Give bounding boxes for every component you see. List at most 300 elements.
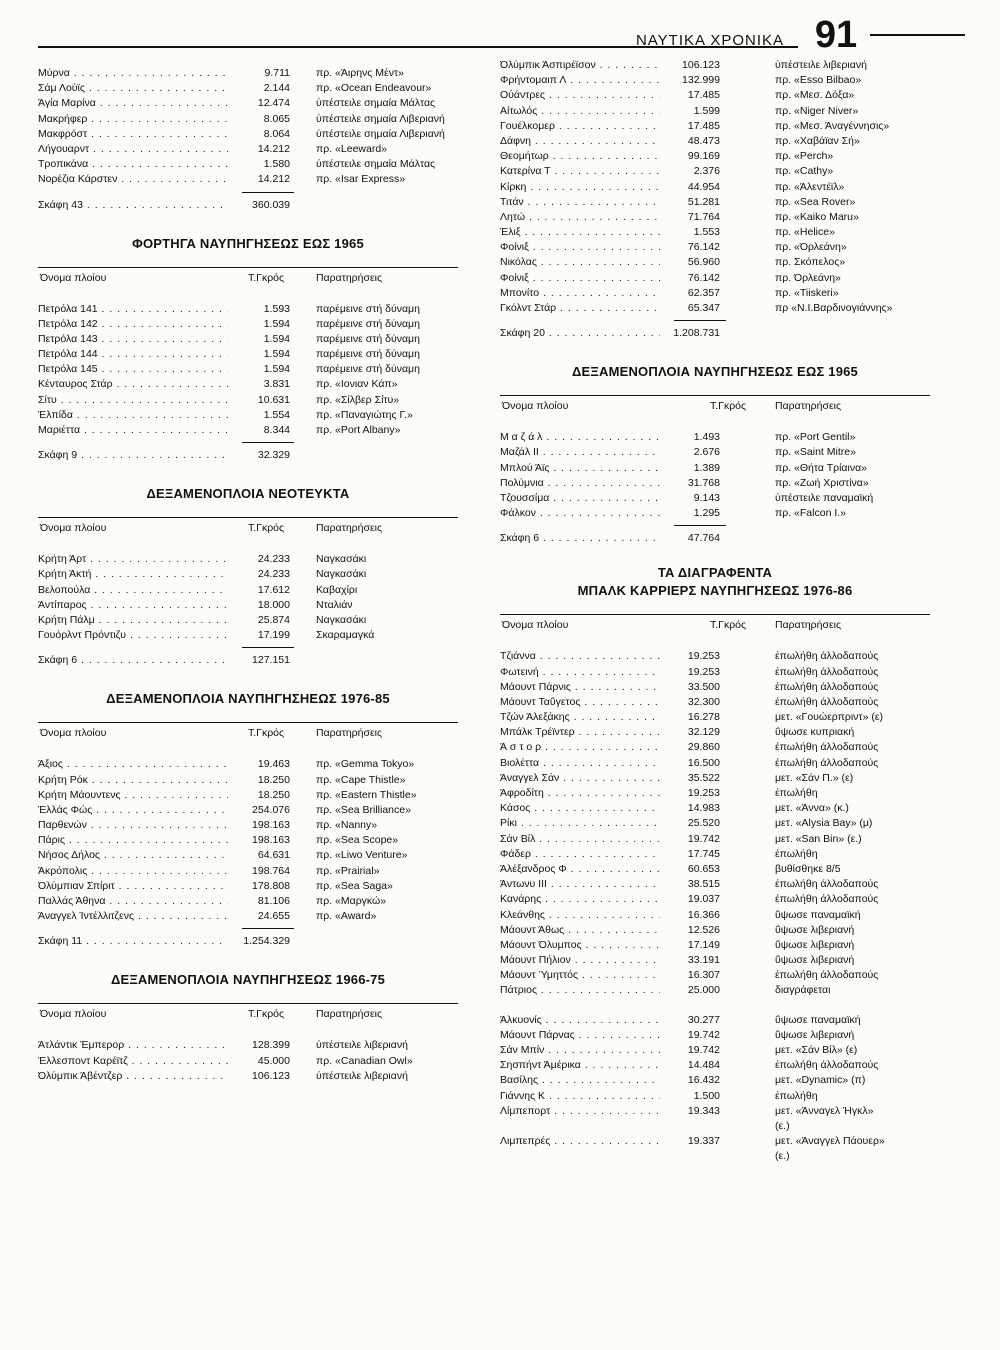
remarks: πρ. «Canadian Owl» — [316, 1054, 413, 1067]
remarks: ύπέστειλε σημαία Μάλτας — [316, 158, 436, 171]
total-tons: 360.039 — [252, 198, 290, 211]
table-row — [500, 680, 930, 695]
ship-name: Πετρόλα 145 . . . — [38, 362, 228, 377]
table-row — [500, 271, 930, 286]
section-title: ΔΕΞΑΜΕΝΟΠΛΟΙΑ ΝΑΥΠΗΓΗΣΕΩΣ 1966-75 — [110, 972, 386, 988]
gross-tonnage: 99.169 — [687, 150, 720, 163]
remarks: Ναγκασάκι — [316, 613, 367, 626]
table-row — [38, 552, 458, 567]
remarks: παρέμεινε στή δύναμη — [316, 363, 420, 376]
table-row — [500, 832, 930, 847]
total-rule — [242, 928, 294, 929]
remarks: Ναγκασάκι — [316, 553, 367, 566]
gross-tonnage: 18.250 — [257, 773, 290, 786]
remarks: έπωλήθη — [775, 1089, 818, 1102]
remarks: πρ. «Port Albany» — [316, 424, 401, 436]
total-tons: 32.329 — [257, 449, 290, 462]
table-row — [38, 127, 458, 142]
ship-name: Κρήτη Μάουντενς . . . — [38, 788, 228, 803]
remarks: ΰψωσε λιβεριανή — [775, 938, 855, 951]
gross-tonnage: 1.493 — [693, 431, 720, 444]
gross-tonnage: 29.860 — [687, 741, 720, 754]
gross-tonnage: 60.653 — [687, 862, 720, 875]
ship-name: Μπλού Άϊς . . . — [500, 461, 660, 476]
remarks: έπωλήθη άλλοδαπούς — [775, 665, 879, 678]
gross-tonnage: 16.500 — [687, 756, 720, 769]
gross-tonnage: 1.553 — [693, 226, 720, 239]
gross-tonnage: 9.143 — [693, 491, 720, 504]
ship-name: Φρήντομαιπ Λ . . . — [500, 73, 660, 88]
table-row — [500, 771, 930, 786]
gross-tonnage: 19.742 — [687, 1044, 720, 1056]
remarks: έπωλήθη άλλοδαπούς — [775, 680, 879, 693]
table-row — [500, 286, 930, 301]
section-rows — [38, 302, 458, 439]
remarks: έπωλήθη — [775, 787, 818, 799]
gross-tonnage: 44.954 — [687, 180, 720, 193]
remarks: Ναγκασάκι — [316, 568, 367, 581]
ship-name: Μ α ζ ά λ . . . — [500, 430, 660, 445]
ship-name: Παρθενών . . . — [38, 818, 228, 833]
col-gross-header: Τ.Γκρός — [710, 619, 747, 632]
ship-name: Μάουντ Άθως . . . — [500, 923, 660, 938]
remarks: (ε.) — [775, 1119, 790, 1132]
remarks: πρ. Όρλεάνη» — [775, 271, 841, 284]
gross-tonnage: 106.123 — [252, 1069, 290, 1082]
col-name-header: Όνομα πλοίου — [502, 619, 569, 632]
table-row — [500, 1028, 930, 1043]
ship-name: Δάφνη . . . — [500, 134, 660, 149]
gross-tonnage: 1.593 — [263, 302, 290, 315]
ship-name: Άφροδίτη . . . — [500, 786, 660, 801]
remarks: έπωλήθη άλλοδαπούς — [775, 878, 879, 891]
ship-name: Τζουσσίμα . . . — [500, 491, 660, 506]
ship-name: Μπάλκ Τρέϊντερ . . . — [500, 725, 660, 740]
table-row — [38, 332, 458, 347]
gross-tonnage: 128.399 — [252, 1039, 290, 1052]
gross-tonnage: 2.376 — [693, 165, 720, 178]
gross-tonnage: 19.253 — [687, 787, 720, 799]
gross-tonnage: 81.106 — [257, 895, 290, 907]
section-rows — [500, 649, 930, 998]
ship-name: Μαριέττα . . . — [38, 423, 228, 438]
table-row — [500, 1058, 930, 1073]
table-row — [500, 877, 930, 892]
table-row — [38, 96, 458, 111]
table-row — [500, 665, 930, 680]
table-row — [38, 833, 458, 848]
table-row — [500, 180, 930, 195]
ship-name: Φοίνιξ . . . — [500, 240, 660, 255]
remarks: πρ. «Θήτα Τρίαινα» — [775, 461, 867, 474]
remarks: πρ. «Eastern Thistle» — [316, 788, 417, 801]
gross-tonnage: 19.337 — [687, 1135, 720, 1148]
gross-tonnage: 1.594 — [263, 332, 290, 345]
table-row — [500, 892, 930, 907]
table-row — [38, 757, 458, 772]
remarks: παρέμεινε στή δύναμη — [316, 332, 420, 345]
table-row — [38, 377, 458, 392]
remarks: μετ. «Dynamic» (π) — [775, 1074, 866, 1087]
remarks: ΰψωσε κυπριακή — [775, 726, 855, 739]
total-tons: 1.254.329 — [243, 935, 290, 948]
total-label: Σκάφη 6 . . . — [500, 530, 660, 546]
table-row — [500, 476, 930, 491]
col-gross-header: Τ.Γκρός — [248, 271, 285, 284]
table-row — [38, 347, 458, 362]
table-row — [38, 157, 458, 172]
gross-tonnage: 31.768 — [687, 476, 720, 489]
ship-name: Κίρκη . . . — [500, 180, 660, 195]
remarks: έπωλήθη άλλοδαπούς — [775, 1059, 879, 1072]
total-row — [500, 325, 930, 341]
table-row — [500, 649, 930, 664]
section-rows — [38, 1038, 458, 1084]
total-rule — [242, 192, 294, 193]
remarks: πρ. «Isar Express» — [316, 173, 406, 186]
table-row — [500, 740, 930, 755]
gross-tonnage: 17.745 — [687, 847, 720, 860]
ship-name: Τζιάννα . . . — [500, 649, 660, 664]
total-rule — [674, 525, 726, 526]
total-row — [38, 933, 458, 949]
remarks: πρ. «Cathy» — [775, 165, 834, 178]
gross-tonnage: 1.554 — [263, 408, 290, 421]
table-row — [500, 301, 930, 316]
table-row — [38, 864, 458, 879]
ship-name: Μύρνα . . . — [38, 66, 228, 81]
ship-name: Έλλεσποντ Καρέϊτζ . . . — [38, 1054, 228, 1069]
gross-tonnage: 19.253 — [687, 650, 720, 663]
ship-name: Νήσος Δήλος . . . — [38, 848, 228, 863]
ship-name: Πετρόλα 142 . . . — [38, 317, 228, 332]
table-row — [500, 58, 930, 73]
gross-tonnage: 19.253 — [687, 665, 720, 678]
ship-name: Νορέζια Κάρστεν . . . — [38, 172, 228, 187]
col-gross-header: Τ.Γκρός — [248, 1008, 285, 1021]
section-title: ΦΟΡΤΗΓΑ ΝΑΥΠΗΓΗΣΕΩΣ ΕΩΣ 1965 — [132, 235, 364, 251]
ship-name: Άλέξανδρος Φ . . . — [500, 862, 660, 877]
ship-name: Μακρήφερ . . . — [38, 112, 228, 127]
gross-tonnage: 19.343 — [687, 1104, 720, 1117]
table-row — [38, 909, 458, 924]
gross-tonnage: 10.631 — [257, 393, 290, 406]
gross-tonnage: 254.076 — [252, 803, 290, 816]
remarks: πρ. Σκόπελος» — [775, 256, 846, 269]
remarks: ΰψωσε λιβεριανή — [775, 954, 855, 967]
table-row — [38, 302, 458, 317]
table-row — [38, 788, 458, 803]
table-row — [500, 1119, 930, 1134]
total-tons: 47.764 — [687, 532, 720, 545]
total-label: Σκάφη 11 . . . — [38, 933, 228, 949]
gross-tonnage: 19.463 — [257, 758, 290, 771]
ship-name: Λίμπεπορτ . . . — [500, 1104, 660, 1119]
ship-name: Άτλάντικ Έμπερορ . . . — [38, 1038, 228, 1053]
ship-name: Τιτάν . . . — [500, 195, 660, 210]
table-row — [500, 88, 930, 103]
gross-tonnage: 56.960 — [687, 256, 720, 269]
remarks: ύπέστειλε λιβεριανή — [316, 1069, 408, 1082]
table-row — [500, 1149, 930, 1164]
table-row — [500, 1104, 930, 1119]
magazine-title: ΝΑΥΤΙΚΑ ΧΡΟΝΙΚΑ — [635, 32, 785, 49]
remarks: πρ. «Όρλεάνη» — [775, 241, 847, 254]
gross-tonnage: 14.212 — [257, 142, 290, 155]
gross-tonnage: 25.874 — [257, 613, 290, 626]
section-rows — [500, 430, 930, 521]
gross-tonnage: 106.123 — [682, 59, 720, 71]
remarks: πρ. «Άιρηνς Μέντ» — [316, 67, 404, 79]
gross-tonnage: 1.389 — [693, 461, 720, 474]
ship-name: Κλεάνθης . . . — [500, 908, 660, 923]
remarks: έπωλήθη άλλοδαπούς — [775, 741, 879, 754]
ship-name: Παλλάς Άθηνα . . . — [38, 894, 228, 909]
table-row — [500, 756, 930, 771]
remarks: ύπέστειλε σημαία Λιβεριανή — [316, 112, 445, 125]
remarks: ΰψωσε παναμαϊκή — [775, 908, 861, 921]
gross-tonnage: 8.065 — [263, 112, 290, 125]
table-row — [38, 598, 458, 613]
gross-tonnage: 65.347 — [687, 302, 720, 314]
left-column — [38, 66, 458, 1084]
section-title: ΔΕΞΑΜΕΝΟΠΛΟΙΑ ΝΕΟΤΕΥΚΤΑ — [146, 486, 350, 502]
remarks: έπωλήθη άλλοδαπούς — [775, 969, 879, 982]
gross-tonnage: 32.300 — [687, 695, 720, 708]
left-top-rows — [38, 66, 458, 188]
header-rule-right — [870, 34, 965, 36]
gross-tonnage: 76.142 — [687, 271, 720, 284]
ship-name: Λιμπεπρές . . . — [500, 1134, 660, 1149]
ship-name: Κρήτη Πάλμ . . . — [38, 613, 228, 628]
ship-name: Πετρόλα 143 . . . — [38, 332, 228, 347]
remarks: παρέμεινε στή δύναμη — [316, 348, 420, 361]
ship-name: Κρήτη Άκτή . . . — [38, 567, 228, 582]
table-row — [500, 210, 930, 225]
table-header — [500, 396, 930, 416]
table-row — [38, 393, 458, 408]
remarks: πρ. «Παναγιώτης Γ.» — [316, 408, 413, 421]
ship-name: Άντίπαρος . . . — [38, 598, 228, 613]
table-row — [38, 848, 458, 863]
col-notes-header: Παρατηρήσεις — [316, 1008, 383, 1021]
remarks: πρ. «Perch» — [775, 150, 834, 163]
section-rows — [38, 757, 458, 924]
ship-name: Γουόρλντ Πρόντιζυ . . . — [38, 628, 228, 643]
remarks: μετ. «Άννα» (κ.) — [775, 802, 849, 815]
gross-tonnage: 1.295 — [693, 507, 720, 520]
gross-tonnage: 32.129 — [687, 726, 720, 739]
ship-name: Γουέλκομερ . . . — [500, 119, 660, 134]
col-notes-header: Παρατηρήσεις — [316, 271, 383, 284]
ship-name: Τζών Άλεξάκης . . . — [500, 710, 660, 725]
ship-name: Κρήτη Ρόκ . . . — [38, 773, 228, 788]
remarks: πρ. «Award» — [316, 910, 377, 923]
gross-tonnage: 16.366 — [687, 908, 720, 921]
remarks: πρ. «Tiiskeri» — [775, 286, 839, 299]
remarks: πρ. «Μαργκώ» — [316, 895, 387, 907]
gross-tonnage: 16.307 — [687, 969, 720, 982]
gross-tonnage: 3.831 — [263, 378, 290, 391]
gross-tonnage: 132.999 — [682, 74, 720, 87]
remarks: πρ. «Χαβάϊαν Σή» — [775, 134, 860, 147]
col-name-header: Όνομα πλοίου — [40, 727, 107, 740]
gross-tonnage: 24.655 — [257, 910, 290, 923]
total-tons: 1.208.731 — [673, 327, 720, 340]
table-row — [500, 801, 930, 816]
ship-name: Ούάντρες . . . — [500, 88, 660, 103]
remarks: Σκαραμαγκά — [316, 629, 375, 642]
ship-name: Μάουντ Πάρνας . . . — [500, 1028, 660, 1043]
total-label: Σκάφη 20 . . . — [500, 325, 660, 341]
ship-name: Πολύμνια . . . — [500, 476, 660, 491]
ship-name: Άκρόπολις . . . — [38, 864, 228, 879]
table-row — [500, 255, 930, 270]
table-row — [500, 225, 930, 240]
remarks: ύπέστειλε λιβεριανή — [775, 59, 867, 71]
table-row — [500, 1043, 930, 1058]
gross-tonnage: 45.000 — [257, 1054, 290, 1067]
gross-tonnage: 19.742 — [687, 1028, 720, 1041]
table-header — [38, 723, 458, 743]
total-row — [38, 652, 458, 668]
table-row — [500, 491, 930, 506]
col-name-header: Όνομα πλοίου — [40, 522, 107, 535]
gross-tonnage: 17.485 — [687, 89, 720, 102]
gross-tonnage: 18.000 — [257, 598, 290, 611]
table-row — [500, 104, 930, 119]
remarks: έπωλήθη άλλοδαπούς — [775, 756, 879, 769]
gross-tonnage: 1.594 — [263, 363, 290, 376]
table-row — [500, 710, 930, 725]
gross-tonnage: 71.764 — [687, 210, 720, 223]
table-header — [38, 518, 458, 538]
table-row — [38, 894, 458, 909]
table-row — [500, 1073, 930, 1088]
ship-name: Άξιος . . . — [38, 757, 228, 772]
table-row — [38, 408, 458, 423]
gross-tonnage: 24.233 — [257, 553, 290, 566]
table-row — [500, 461, 930, 476]
table-row — [38, 803, 458, 818]
remarks: πρ. «Sea Rover» — [775, 195, 856, 208]
ship-name: Βιολέττα . . . — [500, 756, 660, 771]
ship-name: Βελοπούλα . . . — [38, 583, 228, 598]
right-top-rows — [500, 58, 930, 316]
gross-tonnage: 17.612 — [257, 583, 290, 596]
remarks: πρ. «Sea Brilliance» — [316, 803, 411, 816]
gross-tonnage: 25.520 — [687, 817, 720, 830]
table-row — [38, 112, 458, 127]
ship-name: Μάουντ Ταΰγετος . . . — [500, 695, 660, 710]
remarks: ύπέστειλε λιβεριανή — [316, 1039, 408, 1052]
col-gross-header: Τ.Γκρός — [248, 727, 285, 740]
col-name-header: Όνομα πλοίου — [40, 271, 107, 284]
remarks: πρ. «Prairial» — [316, 864, 380, 877]
remarks: μετ. «Γουώερπριντ» (ε) — [775, 711, 883, 724]
ship-name: Φάδερ . . . — [500, 847, 660, 862]
gross-tonnage: 33.191 — [687, 954, 720, 967]
table-row — [500, 164, 930, 179]
remarks: πρ. «Kaiko Maru» — [775, 210, 859, 223]
remarks: πρ. «Ιονιαν Κάπ» — [316, 378, 398, 391]
ship-name: Μπονίτο . . . — [500, 286, 660, 301]
table-header — [38, 1004, 458, 1024]
remarks: πρ. «Nanny» — [316, 819, 378, 832]
remarks: πρ. «Niger Niver» — [775, 104, 859, 117]
remarks: βυθίσθηκε 8/5 — [775, 862, 841, 875]
gross-tonnage: 178.808 — [252, 879, 290, 892]
total-rule — [242, 442, 294, 443]
remarks: πρ. «Helice» — [775, 226, 835, 239]
table-row — [500, 923, 930, 938]
gross-tonnage: 14.484 — [687, 1059, 720, 1072]
total-label: Σκάφη 43 . . . — [38, 197, 228, 213]
col-notes-header: Παρατηρήσεις — [316, 522, 383, 535]
remarks: μετ. «Alysia Bay» (μ) — [775, 817, 873, 830]
gross-tonnage: 2.676 — [693, 446, 720, 459]
gross-tonnage: 48.473 — [687, 134, 720, 147]
table-row — [38, 613, 458, 628]
remarks: πρ. «Sea Saga» — [316, 879, 393, 892]
remarks: ΰψωσε λιβεριανή — [775, 923, 855, 936]
ship-name: Λητώ . . . — [500, 210, 660, 225]
remarks: μετ. «Άνναγελ Ήγκλ» — [775, 1104, 874, 1117]
table-row — [500, 445, 930, 460]
ship-name: Μαζάλ ΙΙ . . . — [500, 445, 660, 460]
ship-name: Μακφρόστ . . . — [38, 127, 228, 142]
gross-tonnage: 17.199 — [257, 629, 290, 642]
table-row — [500, 725, 930, 740]
ship-name: Φάλκον . . . — [500, 506, 660, 521]
table-row — [38, 628, 458, 643]
total-label: Σκάφη 9 . . . — [38, 447, 228, 463]
table-row — [38, 362, 458, 377]
remarks: πρ. «Ζωή Χριστίνα» — [775, 476, 869, 489]
ship-name: Πάρις . . . — [38, 833, 228, 848]
ship-name: Όλύμπικ Άβέντζερ . . . — [38, 1069, 228, 1084]
gross-tonnage: 30.277 — [687, 1013, 720, 1026]
ship-name: Μάουντ Όλυμπος . . . — [500, 938, 660, 953]
table-row — [38, 879, 458, 894]
gross-tonnage: 1.594 — [263, 317, 290, 330]
remarks: ύπέστειλε παναμαϊκή — [775, 491, 874, 504]
ship-name: Κάσος . . . — [500, 801, 660, 816]
ship-name: Ρίκι . . . — [500, 816, 660, 831]
row-group-gap — [500, 999, 930, 1013]
ship-name: Θεομήτωρ . . . — [500, 149, 660, 164]
gross-tonnage: 198.163 — [252, 819, 290, 832]
table-header — [500, 615, 930, 635]
remarks: ΰψωσε παναμαϊκή — [775, 1013, 861, 1026]
ship-name: Άναγγελ Σάν . . . — [500, 771, 660, 786]
section-title-stacked — [500, 564, 930, 600]
gross-tonnage: 16.432 — [687, 1074, 720, 1087]
gross-tonnage: 38.515 — [687, 878, 720, 891]
gross-tonnage: 8.064 — [263, 127, 290, 140]
ship-name: Μάουντ Πήλιον . . . — [500, 953, 660, 968]
table-row — [500, 847, 930, 862]
table-row — [500, 908, 930, 923]
ship-name: Πετρόλα 141 . . . — [38, 302, 228, 317]
ship-name: Μάουντ Ύμηττός . . . — [500, 968, 660, 983]
section-title-line1: ΤΑ ΔΙΑΓΡΑΦΕΝΤΑ — [657, 565, 773, 581]
ship-name: Νικόλας . . . — [500, 255, 660, 270]
remarks: πρ. «Gemma Tokyo» — [316, 758, 415, 771]
section-title: ΔΕΞΑΜΕΝΟΠΛΟΙΑ ΝΑΥΠΗΓΗΣΕΩΣ ΕΩΣ 1965 — [572, 364, 858, 380]
total-row — [38, 447, 458, 463]
remarks: πρ. «Saint Mitre» — [775, 446, 856, 459]
